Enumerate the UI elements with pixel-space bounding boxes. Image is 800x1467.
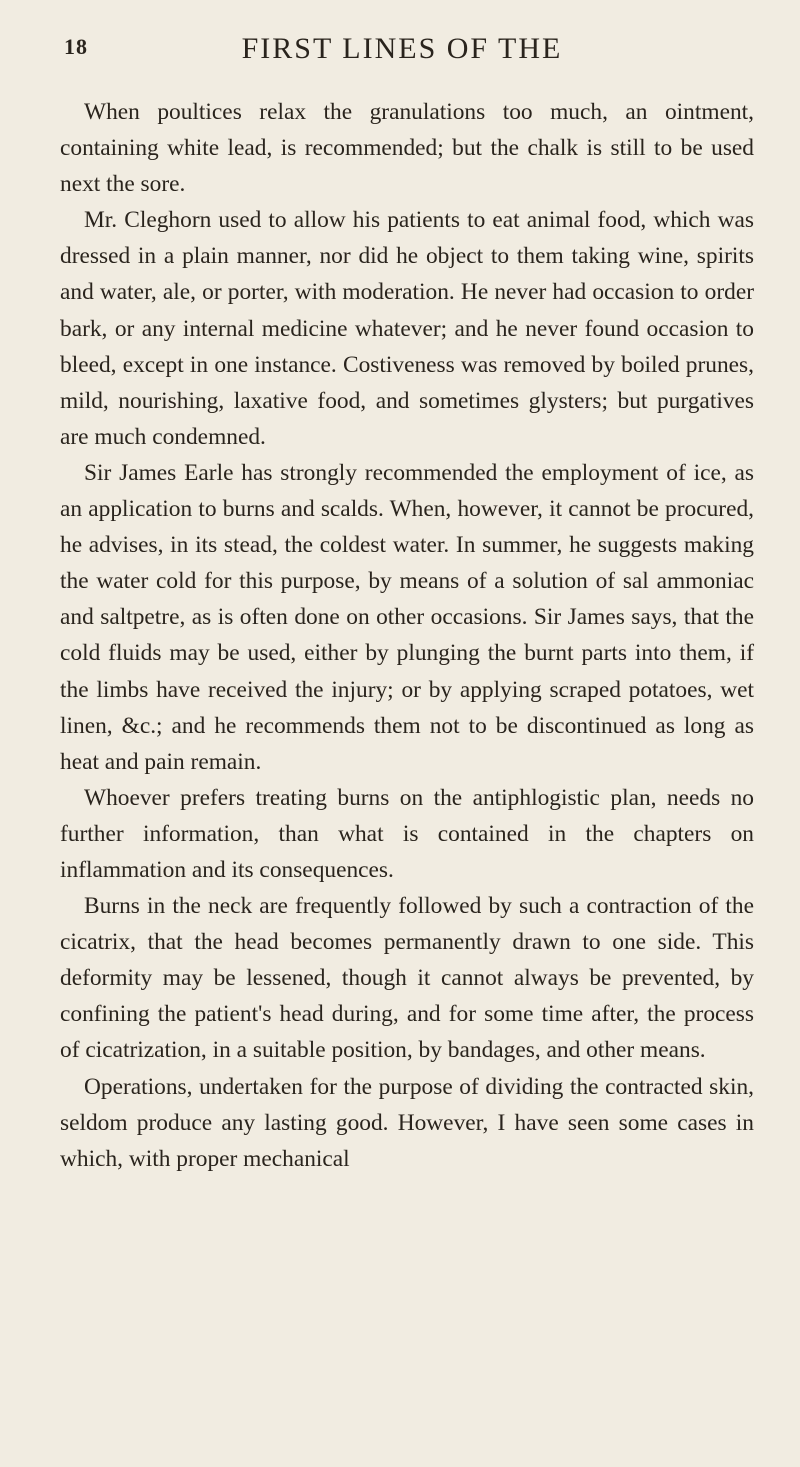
page-number: 18 <box>64 34 88 59</box>
page-header <box>64 28 740 78</box>
paragraph-antiphlogistic: Whoever prefers treating burns on the antiphlogistic plan, needs no further information, than what is contained in the chapters on inflammation and its consequences. <box>60 784 754 883</box>
paragraph-earle-ice: Sir James Earle has strongly recommended the employment of ice, as an application to burns and scalds. When, however, it cannot be procured, he advises, in its stead, the coldest water. In summer, he suggests making the water cold for this purpose, by means of a solution of sal ammoniac and saltpetre, as is often done on other occasions. Sir James says, that the cold fluids may be used, either by plunging the burnt parts into them, if the limbs have received the injury; or by applying scraped potatoes, wet linen, &c.; and he recommends them not to be discontinued as long as heat and pain remain. <box>60 459 754 775</box>
running-title: FIRST LINES OF THE <box>241 32 563 65</box>
body-text <box>60 94 754 1177</box>
paragraph-neck-burns: Burns in the neck are frequently followed by such a contraction of the cicatrix, that the head becomes permanently drawn to one side. This deformity may be lessened, though it cannot always be prevented, by confining the patient's head during, and for some time after, the process of cicatrization, in a suitable position, by bandages, and other means. <box>60 893 754 1064</box>
paragraph-poultices: When poultices relax the granulations too much, an ointment, containing white lead, is recommended; but the chalk is still to be used next the sore. <box>60 99 754 198</box>
paragraph-cleghorn: Mr. Cleghorn used to allow his patients to eat animal food, which was dressed in a plain manner, nor did he object to them taking wine, spirits and water, ale, or porter, with moderation. He never had occasion to order bark, or any internal medicine whatever; and he never found occasion to bleed, except in one instance. Costiveness was removed by boiled prunes, mild, nourishing, laxative food, and sometimes glysters; but purgatives are much condemned. <box>60 207 754 450</box>
paragraph-operations: Operations, undertaken for the purpose of dividing the contracted skin, seldom produce any lasting good. However, I have seen some cases in which, with proper mechanical <box>60 1073 754 1172</box>
